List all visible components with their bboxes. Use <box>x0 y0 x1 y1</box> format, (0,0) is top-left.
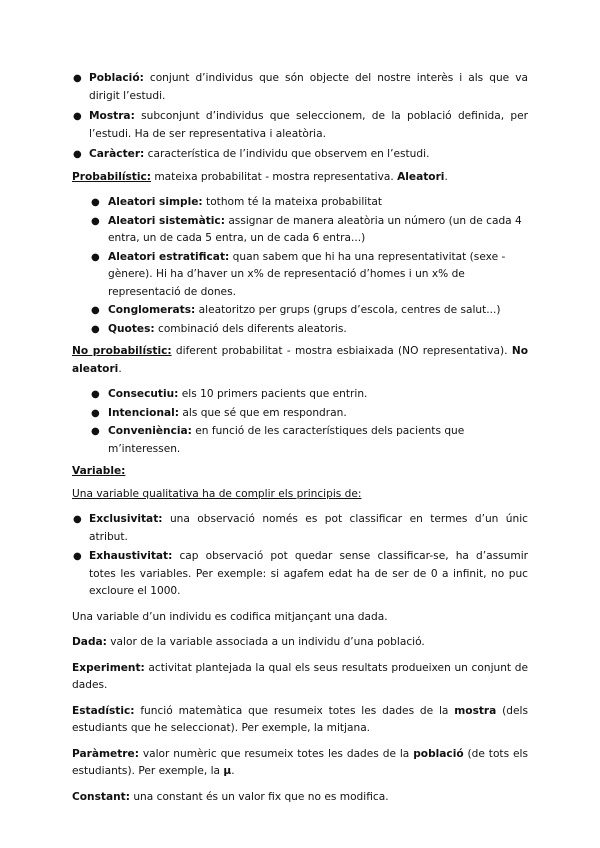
list-item: ● Consecutiu: els 10 primers pacients que entrin. <box>72 386 528 404</box>
variable-principles-list <box>72 511 528 601</box>
list-item: ● Aleatori estratificat: quan sabem que hi ha una representativitat (sexe - gènere). Hi ha d’haver un x% de representació d’homes i un x% de representació de dones. <box>91 250 506 298</box>
bullet-icon: ● <box>73 514 82 525</box>
bullet-icon: ● <box>91 407 100 419</box>
list-item: ● Quotes: combinació dels diferents aleatoris. <box>72 321 528 339</box>
variable-subtitle: Una variable qualitativa ha de complir els principis de: <box>72 487 362 500</box>
list-item: ● Exhaustivitat: cap observació pot quedar sense classificar-se, ha d’assumir totes les variables. Per exemple: si agafem edat ha de ser de 0 a infinit, no puc excloure el 1000. <box>73 550 528 597</box>
non-probabilistic-heading: No probabilístic: diferent probabilitat - mostra esbiaixada (NO representativa). No aleatori. <box>72 345 528 375</box>
list-item: ● Conveniència: en funció de les característiques dels pacients que m’interessen. <box>91 425 465 455</box>
definition-parametre: Paràmetre: valor numèric que resumeix totes les dades de la població (de tots els estudiants). Per exemple, la μ. <box>72 747 528 777</box>
list-item: ● Intencional: als que sé que em respondran. <box>72 405 528 423</box>
bullet-icon: ● <box>91 389 100 400</box>
mu-symbol: μ <box>223 765 232 777</box>
bullet-icon: ● <box>91 197 100 208</box>
list-item: ● Aleatori simple: tothom té la mateixa probabilitat <box>72 194 528 212</box>
bullet-icon: ● <box>91 426 100 437</box>
bullet-icon: ● <box>73 111 82 122</box>
definition-dada: Dada: valor de la variable associada a un individu d’una població. <box>72 636 425 648</box>
definition-estadistic: Estadístic: funció matemàtica que resumeix totes les dades de la mostra (dels estudiants que he seleccionat). Per exemple, la mitjana. <box>72 704 528 734</box>
non-probabilistic-list <box>72 386 528 458</box>
bullet-icon: ● <box>91 305 100 316</box>
list-item: ● Conglomerats: aleatoritzo per grups (grups d’escola, centres de salut...) <box>72 302 528 320</box>
list-item: ● Població: conjunt d’individus que són objecte del nostre interès i als que va dirigit l’estudi. <box>73 72 528 102</box>
list-item: ● Mostra: subconjunt d’individus que seleccionem, de la població definida, per l’estudi. Ha de ser representativa i aleatòria. <box>73 110 528 140</box>
variable-note: Una variable d’un individu es codifica mitjançant una dada. <box>72 610 388 623</box>
list-item: ● Exclusivitat: una observació només es pot classificar en termes d’un únic atribut. <box>73 513 528 543</box>
definition-constant: Constant: una constant és un valor fix que no es modifica. <box>72 790 389 803</box>
variable-heading: Variable: <box>72 465 126 477</box>
bullet-icon: ● <box>73 73 82 84</box>
definition-experiment: Experiment: activitat plantejada la qual els seus resultats produeixen un conjunt de dades. <box>72 661 528 691</box>
bullet-icon: ● <box>91 251 100 263</box>
list-item: ● Caràcter: característica de l’individu que observem en l’estudi. <box>72 146 528 164</box>
definitions-list <box>72 70 528 164</box>
probabilistic-list <box>72 194 528 338</box>
list-item: ● Aleatori sistemàtic: assignar de manera aleatòria un número (un de cada 4 entra, un de cada 5 entra, un de cada 6 entra...) <box>91 214 522 244</box>
bullet-icon: ● <box>91 215 100 227</box>
bullet-icon: ● <box>73 149 82 160</box>
bullet-icon: ● <box>73 551 82 562</box>
probabilistic-heading: Probabilístic: mateixa probabilitat - mostra representativa. Aleatori. <box>72 170 448 183</box>
bullet-icon: ● <box>91 323 100 335</box>
